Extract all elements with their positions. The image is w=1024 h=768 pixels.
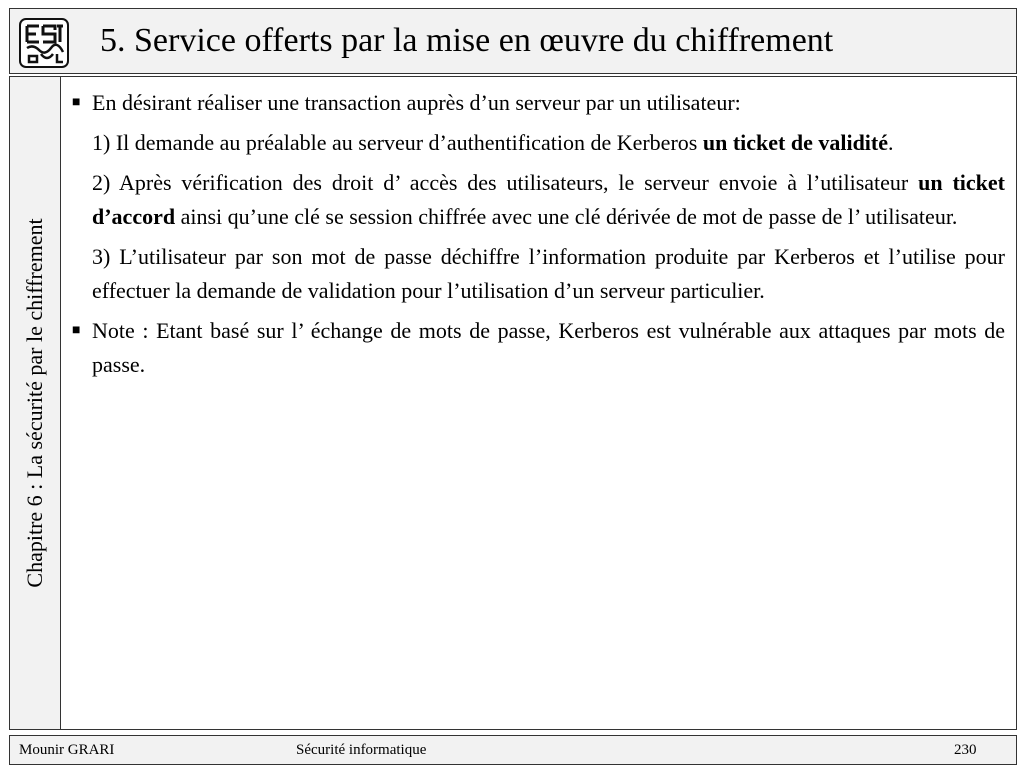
school-logo-icon (19, 18, 69, 68)
page-number: 230 (954, 742, 977, 758)
step-1-paragraph (71, 126, 1005, 160)
footer-course: Sécurité informatique (296, 742, 427, 758)
step-2-end: ainsi qu’une clé se session chiffrée avec une clé dérivée de mot de passe de l’ utilisateur. (175, 204, 958, 229)
bullet-text: En désirant réaliser une transaction auprès d’un serveur par un utilisateur: (92, 90, 741, 115)
chapter-label: Chapitre 6 : La sécurité par le chiffrement (22, 218, 47, 588)
slide-content (60, 76, 1017, 730)
step-1-end: . (888, 130, 894, 155)
slide-title: 5. Service offerts par la mise en œuvre du chiffrement (100, 22, 834, 59)
step-3-paragraph: 3) L’utilisateur par son mot de passe déchiffre l’information produite par Kerberos et l’utilise pour effectuer la demande de validation pour l’utilisation d’un serveur particulier. (92, 244, 1005, 303)
bullet-item (71, 86, 1005, 120)
bullet-item (71, 314, 1005, 382)
step-2-bold: un ticket d’accord (92, 170, 1005, 229)
step-1-text: 1) Il demande au préalable au serveur d’authentification de Kerberos (92, 130, 703, 155)
slide-footer (9, 735, 1017, 765)
content-body (71, 86, 1005, 388)
bullet-text: Note : Etant basé sur l’ échange de mots de passe, Kerberos est vulnérable aux attaques par mots de passe. (92, 318, 1005, 377)
square-bullet-icon: ■ (72, 95, 81, 110)
square-bullet-icon: ■ (72, 323, 81, 338)
footer-author: Mounir GRARI (19, 742, 115, 758)
step-2-text: 2) Après vérification des droit d’ accès des utilisateurs, le serveur envoie à l’utilisateur (92, 170, 919, 195)
step-2-paragraph (71, 166, 1005, 234)
chapter-sidebar (9, 76, 61, 730)
step-1-bold: un ticket de validité (702, 130, 889, 155)
slide-header (9, 8, 1017, 74)
